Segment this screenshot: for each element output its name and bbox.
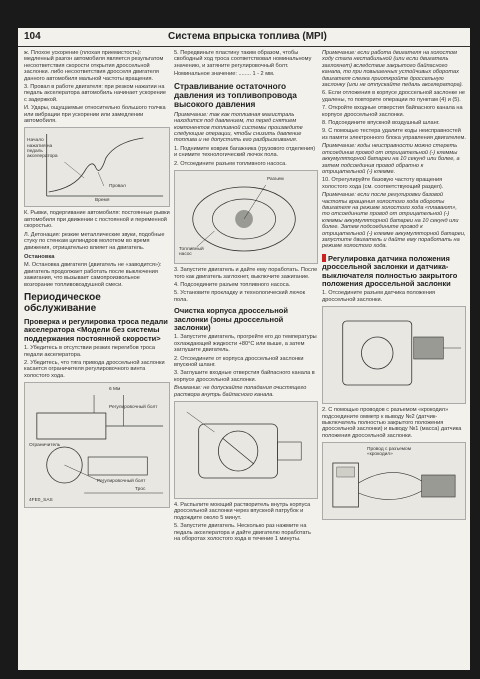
figure-label: Ограничитель	[29, 443, 61, 449]
figure-tps-sensor	[322, 306, 466, 404]
figure-label: Топливный насос	[179, 247, 204, 258]
section-heading: Очистка корпуса дроссельной заслонки (зоны дроссельной заслонки)	[174, 306, 288, 332]
figure-throttle-cable	[24, 382, 170, 508]
figure-fuel-pump	[174, 170, 318, 264]
section-subheading: Проверка и регулировка троса педали акселератора <Модели без системы поддержания постоянной скорости>	[24, 316, 168, 343]
paragraph: М. Остановка двигателя (двигатель не «заводится»): двигатель продолжает работать после выключения зажигания, что вызывает самопроизвольное возгорание топливовоздушной смеси.	[24, 262, 162, 288]
subheading: Остановка	[24, 253, 55, 260]
paragraph: 7. Откройте входные отверстия байпасного канала на корпусе дроссельной заслонки.	[322, 105, 463, 118]
paragraph: Л. Детонация: резкие металлические звуки, подобные стуку по стенкам цилиндров молотком во время движения, отрицательно влияет на двигатель.	[24, 231, 165, 251]
figure-label: Начало нажатия на педаль акселератора	[27, 138, 58, 160]
paragraph: 2. Убедитесь, что тяга привода дроссельной заслонки касается ограничителя регулировочного винта холостого хода.	[24, 359, 165, 379]
paragraph: 1. Отсоедините разъем датчика положения дроссельной заслонки.	[322, 290, 435, 303]
paragraph: 3. Заглушите входные отверстия байпасного канала в корпусе дроссельной заслонки.	[174, 370, 315, 383]
paragraph: И. Удары, ощущаемые относительно большого толчка или вибрации при ускорении или замедлении автомобиля.	[24, 105, 166, 125]
paragraph: 1. Поднимите коврик багажника (грузового отделения) и снимите технологический лючок пола.	[174, 145, 316, 159]
paragraph: 5. Передвиньте пластину таким образом, чтобы свободный ход троса соответствовал номинальному значению, и затяните регулировочный болт.	[174, 50, 312, 69]
figure-acceleration-graph	[24, 127, 170, 207]
note: Примечание: так как топливная магистраль находится под давлением, то перед снятием компонентов топливной системы произведите следующие операции, чтобы снизить давление топлива и не допустить его разбрызгивания.	[174, 111, 303, 144]
paragraph: 6. Если отложения в корпусе дроссельной заслонке не удалены, то повторите операции по пунктам (4) и (5).	[322, 90, 465, 103]
paragraph: 1. Убедитесь в отсутствии резких перегибов троса педали акселератора.	[24, 345, 155, 358]
figure-code: 4FE0_SAS	[29, 498, 53, 504]
figure-label: Провал	[109, 184, 126, 190]
figure-ohmmeter-connection	[322, 442, 466, 520]
column-middle	[174, 50, 318, 544]
paragraph: 2. Отсоедините от корпуса дроссельной заслонки впускной шланг.	[174, 355, 304, 368]
paragraph: 3. Провал в работе двигателя: при резком нажатии на педаль акселератора автомобиль начинает ускорение с задержкой.	[24, 84, 166, 103]
paragraph: Номинальное значение: ........ 1 - 2 мм.	[174, 71, 275, 78]
figure-label: Регулировочный болт	[109, 405, 158, 411]
section-heading: Периодическое обслуживание	[24, 291, 101, 314]
note: Внимание: не допускайте попадания очистящего раствора внутрь байпасного канала.	[174, 385, 307, 398]
paragraph: К. Рывки, подергивание автомобиля: постоянные рывки автомобиля при движении с постоянной и переменной скоростью.	[24, 210, 170, 230]
paragraph: 9. С помощью тестера удалите коды неисправностей из памяти электронного блока управления двигателем.	[322, 128, 466, 141]
figure-label: 6 Мм	[109, 387, 121, 393]
column-left	[24, 50, 170, 511]
figure-throttle-body	[174, 401, 318, 499]
figure-label: Время	[95, 198, 110, 204]
paragraph: 2. С помощью проводов с разъемом «крокодил» подсоедините омметр к выводу №2 (датчик-выключатель полностью закрытого положения дроссельной заслонки) и выводу №1 (масса) датчика положения дроссельной заслонки.	[322, 407, 462, 439]
figure-label: Провод с разъемом «крокодил»	[367, 447, 412, 458]
page-number: 104	[24, 31, 41, 42]
column-right	[322, 50, 466, 523]
section-heading-text: Регулировка датчика положения дроссельной заслонки и датчика-выключателя полностью закрытого положения дроссельной заслонки	[322, 253, 458, 288]
paragraph: 10. Отрегулируйте базовую частоту вращения холостого хода (см. соответствующий раздел).	[322, 177, 444, 190]
figure-label: Трос	[135, 487, 146, 493]
paragraph: 8. Подсоедините впускной воздушный шланг.	[322, 120, 440, 127]
section-heading: Стравливание остаточного давления из топливопровода высокого давления	[174, 80, 297, 110]
document-page	[18, 28, 470, 670]
red-marker-icon	[322, 254, 326, 262]
note: Примечание: если работа двигателя на холостом ходу стала нестабильной (или если двигатель заглохнет) вследствие закрытого байпасного канала, то при повышенных устойчивых оборотах двигателя слегка приоткройте дроссельную заслонку (или не отпускайте педаль акселератора).	[322, 50, 464, 89]
note: Примечание: если после регулировки базовой частоты вращения холостого хода обороты двигателя на режиме холостого хода «плавают», то отсоедините провод от отрицательной (-) клеммы аккумуляторной батареи на 10 секунд или более. Затем подсоедините провод к отрицательной (-) клемме аккумуляторной батареи, запустите двигатель и дайте ему поработать на режиме холостого хода.	[322, 192, 466, 250]
page-header	[18, 30, 470, 47]
paragraph: 5. Запустите двигатель. Несколько раз нажмите на педаль акселератора и дайте двигателю поработать на оборотах холостого хода в течение 1 минуты.	[174, 523, 311, 543]
figure-label: Регулировочный болт	[97, 479, 146, 485]
paragraph: 2. Отсоедините разъем топливного насоса.	[174, 160, 287, 167]
page-title: Система впрыска топлива (MPI)	[168, 31, 327, 42]
paragraph: 3. Запустите двигатель и дайте ему поработать. После того как двигатель заглохнет, выключите зажигание.	[174, 267, 318, 280]
paragraph: 1. Запустите двигатель, прогрейте его до температуры охлаждающей жидкости +80°С или выше, а затем заглушите двигатель.	[174, 334, 317, 354]
paragraph: 4. Подсоедините разъем топливного насоса.	[174, 281, 291, 288]
paragraph: 4. Распылите моющий растворитель внутрь корпуса дроссельной заслонки через впускной патрубок и подождите около 5 минут.	[174, 502, 311, 521]
paragraph: 5. Установите прокладку и технологический лючок пола.	[174, 290, 306, 303]
section-heading	[322, 254, 466, 289]
paragraph: ж. Плохое ускорение (плохая приемистость): медленный разгон автомобиля является результатом несоответствия скорости открытия дроссельной заслонки. либо несоответствия дросселя двигателя данного автомобиля мальной частоты вращения.	[24, 50, 164, 82]
figure-label: Разъем	[267, 177, 284, 183]
note: Примечание: коды неисправности можно стереть отсоединив провод от отрицательной (-) клеммы аккумуляторной батареи на 10 секунд или более, а затем подсоединив провод обратно к отрицательной (-) клемме.	[322, 143, 460, 175]
